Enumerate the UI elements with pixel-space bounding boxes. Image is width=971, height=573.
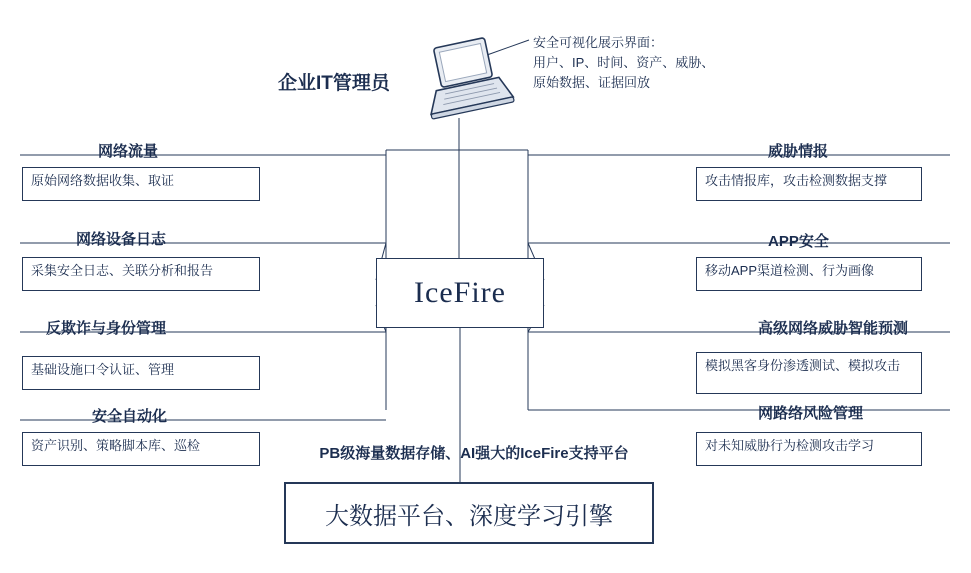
bottom-caption: PB级海量数据存储、AI强大的IceFire支持平台	[319, 445, 629, 462]
note-line-2: 用户、IP、时间、资产、威胁、	[533, 55, 715, 71]
left-node-title-4: 安全自动化	[92, 408, 168, 425]
right-node-box-4[interactable]	[696, 432, 922, 466]
left-node-title-2: 网络设备日志	[76, 231, 167, 248]
laptop-icon	[420, 36, 516, 136]
right-node-desc-3: 模拟黑客身份渗透测试、模拟攻击	[705, 358, 901, 373]
right-node-box-3[interactable]	[696, 352, 922, 394]
bottom-node-platform[interactable]	[284, 482, 654, 544]
left-node-desc-2: 采集安全日志、关联分析和报告	[31, 263, 214, 278]
right-node-desc-1: 攻击情报库，攻击检测数据支撑	[705, 173, 888, 188]
right-node-title-4: 网路络风险管理	[758, 405, 864, 422]
left-node-title-3: 反欺诈与身份管理	[46, 320, 167, 337]
left-node-title-1: 网络流量	[98, 143, 159, 160]
left-node-box-1[interactable]	[22, 167, 260, 201]
right-node-box-2[interactable]	[696, 257, 922, 291]
left-node-box-3[interactable]	[22, 356, 260, 390]
right-node-title-3: 高级网络威胁智能预测	[758, 320, 909, 337]
left-node-box-4[interactable]	[22, 432, 260, 466]
right-node-title-2: APP安全	[768, 233, 829, 250]
bottom-node-label: 大数据平台、深度学习引擎	[325, 503, 613, 530]
visualization-note	[533, 33, 714, 93]
center-node-label: IceFire	[414, 276, 506, 309]
right-node-box-1[interactable]	[696, 167, 922, 201]
left-node-box-2[interactable]	[22, 257, 260, 291]
center-node-icefire[interactable]	[376, 258, 544, 328]
left-node-desc-4: 资产识别、策略脚本库、巡检	[31, 438, 201, 453]
left-node-desc-1: 原始网络数据收集、取证	[31, 173, 175, 188]
right-node-title-1: 威胁情报	[768, 143, 829, 160]
note-line-1: 安全可视化展示界面：	[533, 35, 664, 50]
admin-label: 企业IT管理员	[278, 73, 390, 94]
note-line-3: 原始数据、证据回放	[533, 75, 651, 91]
right-node-desc-2: 移动APP渠道检测、行为画像	[705, 263, 875, 278]
right-node-desc-4: 对未知威胁行为检测攻击学习	[705, 438, 875, 453]
left-node-desc-3: 基础设施口令认证、管理	[31, 362, 175, 377]
